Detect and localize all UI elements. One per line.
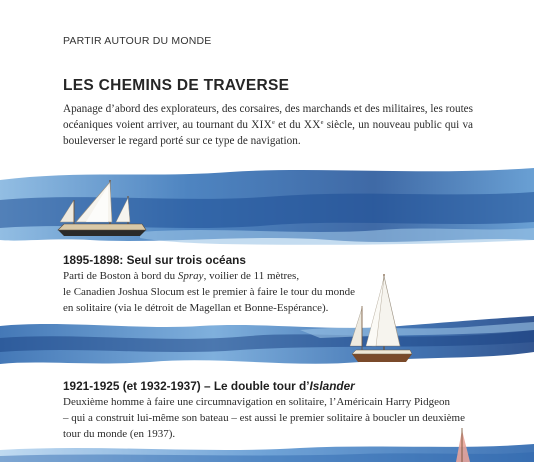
century-20: XX	[303, 119, 321, 131]
section-1-line-1-end: , voilier de 11 mètres,	[203, 270, 300, 282]
section-1-line-2: le Canadien Joshua Slocum est le premier à faire le tour du monde	[63, 286, 356, 298]
section-1-body	[63, 268, 355, 316]
century-20-suffix: e	[320, 119, 324, 126]
section-2-line-1: Deuxième homme à faire une circumnavigation en solitaire, l’Américain Harry Pidgeon	[63, 396, 450, 408]
running-head: PARTIR AUTOUR DU MONDE	[63, 35, 212, 47]
intro-text-part-1: Apanage d’abord des explorateurs, des corsaires, des marchands et des militaires, les routes océaniques voient arriver, au tournant du	[63, 103, 473, 131]
section-1-line-3: en solitaire (via le détroit de Magellan et Bonne-Espérance).	[63, 302, 329, 314]
century-19: XIX	[251, 119, 272, 131]
section-2-line-2: – qui a construit lui-même son bateau – est aussi le premier solitaire à boucler un deuxième	[63, 412, 465, 424]
wave-band-bottom	[0, 444, 534, 462]
section-2-heading	[63, 379, 355, 393]
section-2-line-3: tour du monde (en 1937).	[63, 428, 176, 440]
intro-paragraph	[63, 101, 473, 149]
intro-text-part-3: siècle, un nouveau public qui va bouleverser le regard porté sur ce type de navigation.	[63, 119, 473, 147]
boat-name-spray: Spray	[177, 270, 204, 282]
wave-band-middle	[0, 316, 534, 364]
boat-name-islander: Islander	[309, 379, 355, 393]
intro-text-part-2: et du	[274, 119, 304, 131]
section-1-line-1-text: Parti de Boston à bord du	[63, 270, 178, 282]
section-2-body	[63, 394, 465, 442]
century-19-suffix: e	[272, 119, 275, 126]
section-1-heading: 1895-1898: Seul sur trois océans	[63, 253, 246, 267]
page-title: LES CHEMINS DE TRAVERSE	[63, 77, 290, 94]
section-2-heading-text: 1921-1925 (et 1932-1937) – Le double tour d’	[63, 379, 310, 393]
section-1-line-1	[63, 268, 355, 284]
